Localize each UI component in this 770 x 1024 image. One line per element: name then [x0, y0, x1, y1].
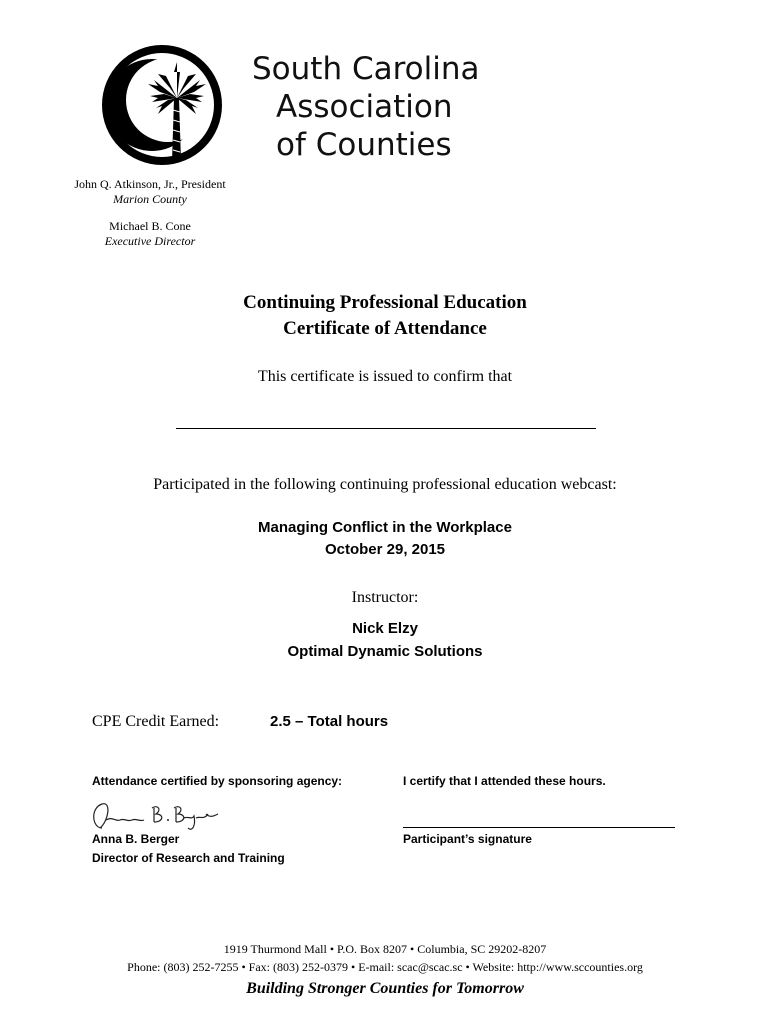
signer-name: Anna B. Berger [92, 832, 180, 846]
scac-logo [100, 40, 225, 170]
participant-certify-label: I certify that I attended these hours. [403, 774, 606, 788]
cpe-value: 2.5 – Total hours [270, 713, 389, 730]
director-name: Michael B. Cone [109, 219, 191, 233]
agency-signature [88, 798, 228, 834]
director-title: Executive Director [104, 234, 196, 248]
footer-address: 1919 Thurmond Mall • P.O. Box 8207 • Columbia, SC 29202-8207 [223, 942, 547, 956]
webcast-date: October 29, 2015 [324, 541, 446, 558]
instructor-org: Optimal Dynamic Solutions [287, 643, 483, 660]
president-county: Marion County [113, 192, 187, 206]
footer-contact: Phone: (803) 252-7255 • Fax: (803) 252-0379 • E-mail: scac@scac.sc • Website: http://www.sccounties.org [127, 960, 643, 974]
president-name: John Q. Atkinson, Jr., President [74, 177, 226, 191]
participant-signature-label: Participant’s signature [403, 832, 532, 846]
footer-tagline: Building Stronger Counties for Tomorrow [246, 980, 524, 997]
org-name-line-1: South Carolina [252, 51, 480, 87]
participated-text: Participated in the following continuing professional education webcast: [153, 476, 617, 493]
org-name-line-2: Association [276, 89, 453, 125]
webcast-title: Managing Conflict in the Workplace [258, 519, 512, 536]
org-name-line-3: of Counties [276, 127, 452, 163]
participant-name-line [176, 428, 596, 429]
instructor-label: Instructor: [351, 589, 419, 606]
certificate-title-line-2: Certificate of Attendance [283, 318, 487, 339]
cpe-label: CPE Credit Earned: [92, 713, 220, 730]
issued-text: This certificate is issued to confirm that [257, 368, 513, 385]
participant-signature-line [403, 827, 675, 828]
instructor-name: Nick Elzy [352, 620, 418, 637]
signer-title: Director of Research and Training [92, 851, 285, 865]
certificate-title-line-1: Continuing Professional Education [243, 292, 527, 313]
agency-label: Attendance certified by sponsoring agency: [92, 774, 343, 788]
president-block [60, 177, 240, 249]
